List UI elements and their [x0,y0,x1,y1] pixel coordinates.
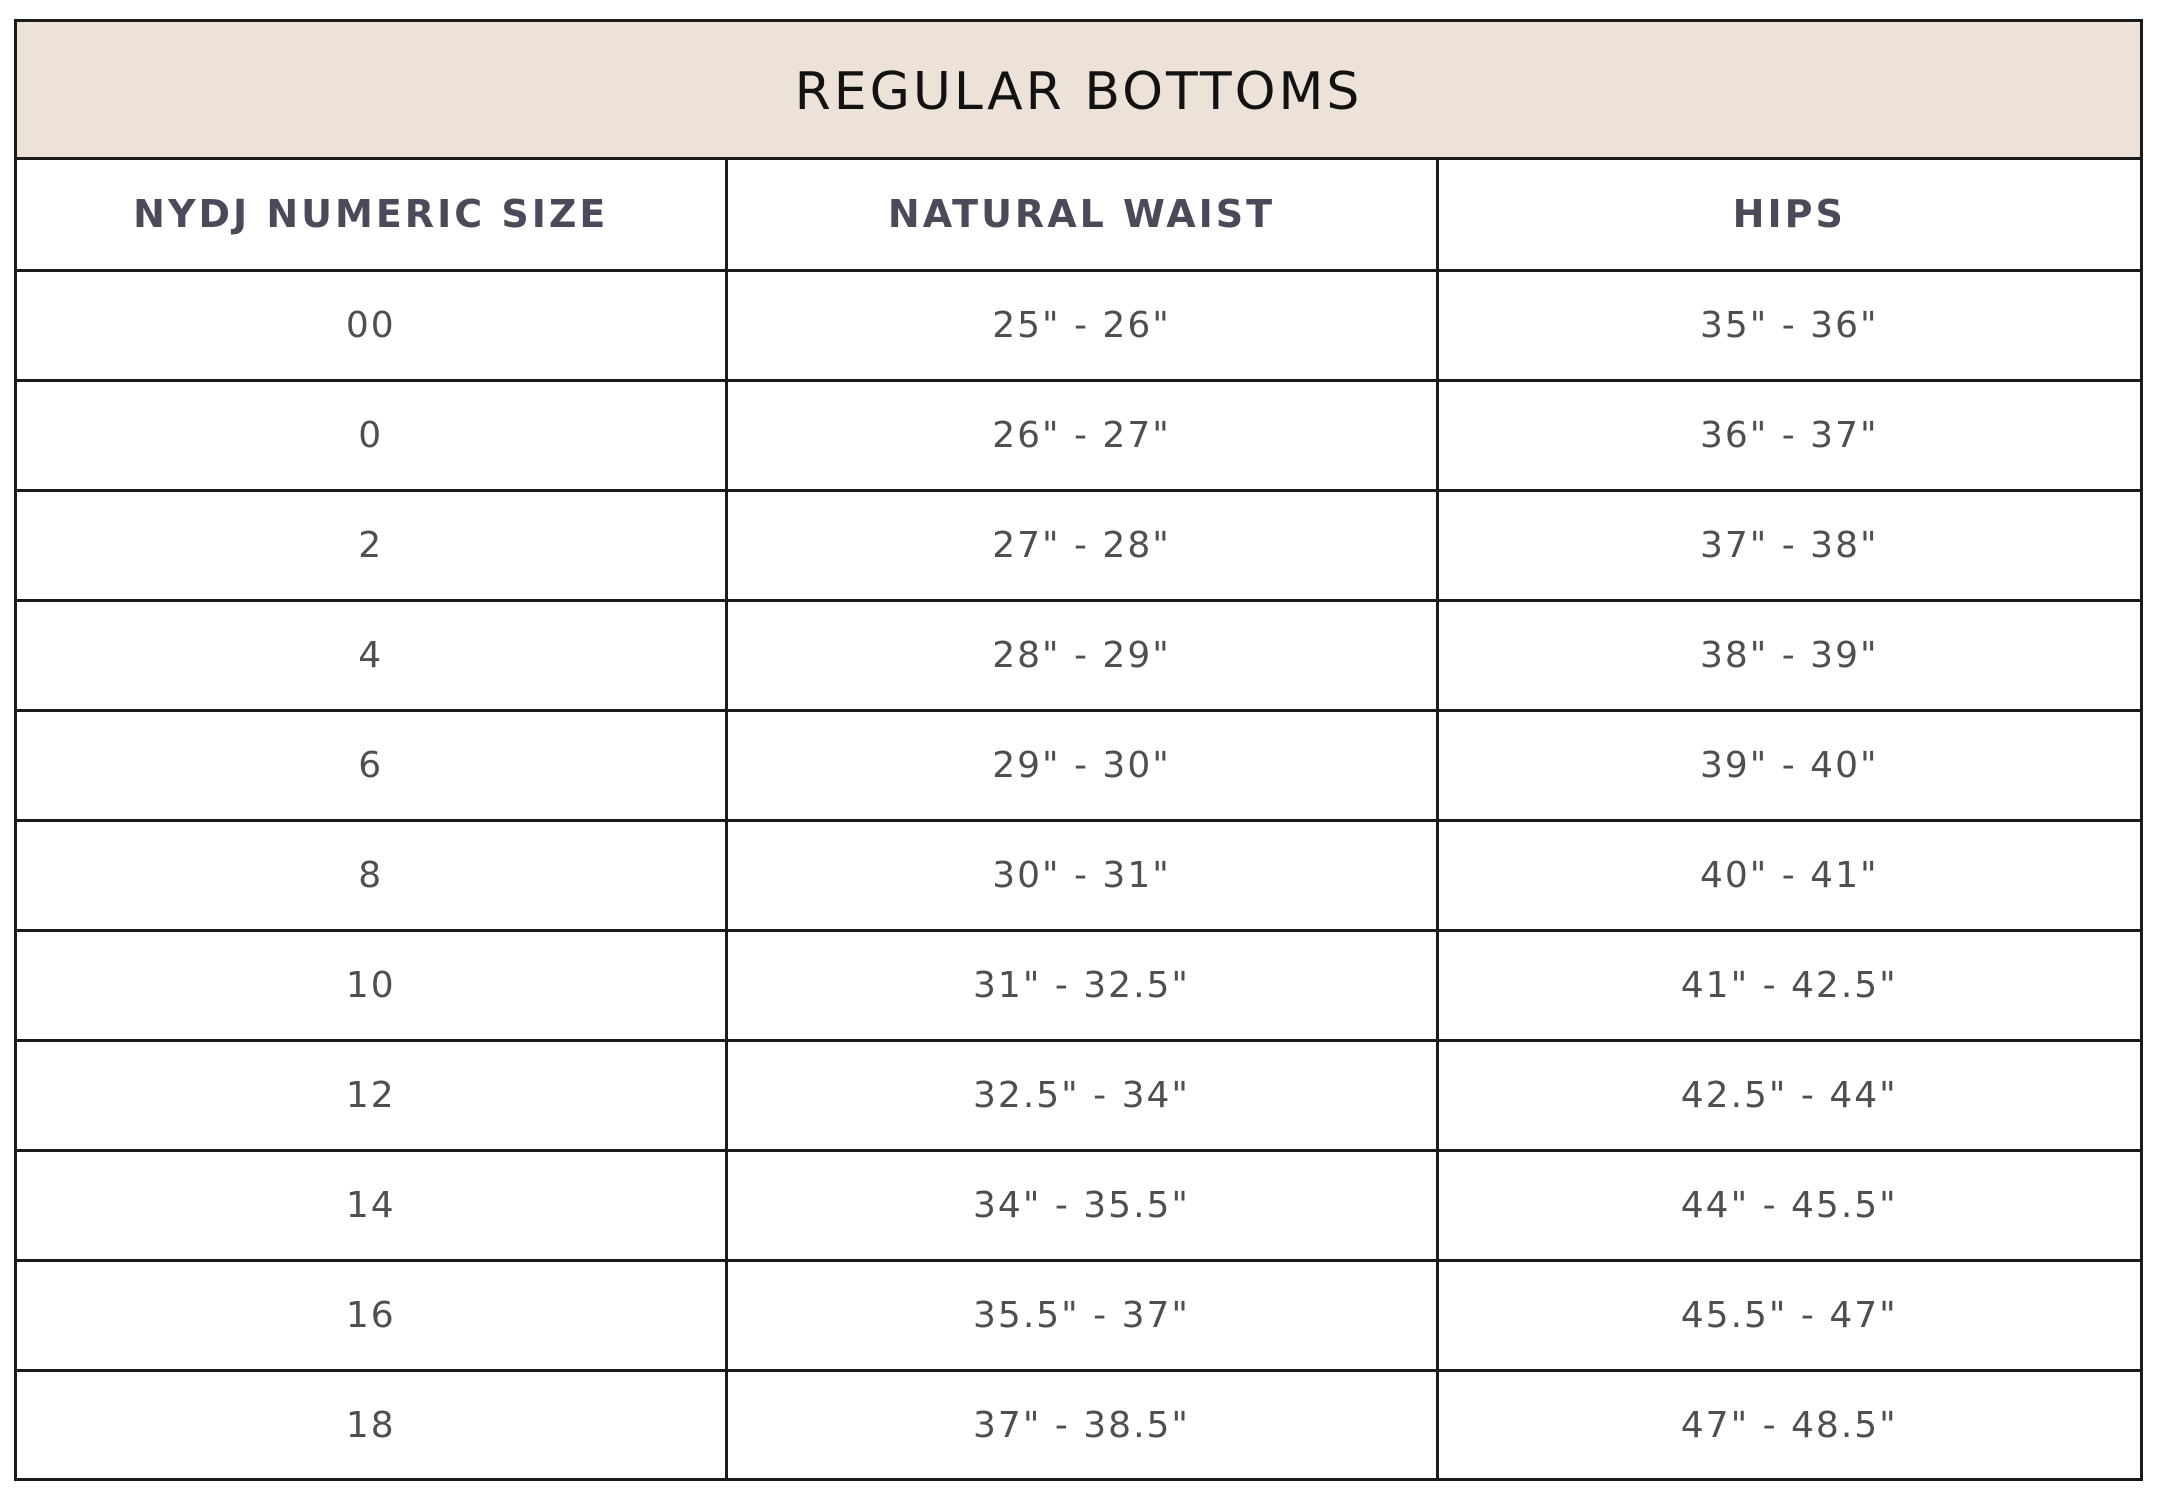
table-row [17,270,2140,380]
hips-cell: 40" - 41" [1437,820,2140,930]
size-cell: 12 [17,1040,726,1150]
hips-cell: 41" - 42.5" [1437,930,2140,1040]
waist-cell: 35.5" - 37" [726,1260,1437,1370]
table-row [17,710,2140,820]
table-row [17,490,2140,600]
waist-cell: 27" - 28" [726,490,1437,600]
size-table-body [17,270,2140,1480]
table-row [17,1150,2140,1260]
waist-cell: 26" - 27" [726,380,1437,490]
hips-cell: 44" - 45.5" [1437,1150,2140,1260]
size-cell: 8 [17,820,726,930]
size-cell: 10 [17,930,726,1040]
hips-cell: 36" - 37" [1437,380,2140,490]
waist-cell: 28" - 29" [726,600,1437,710]
column-header-hips: HIPS [1437,160,2140,270]
table-row [17,600,2140,710]
hips-cell: 47" - 48.5" [1680,1405,1898,1447]
size-cell: 2 [17,490,726,600]
size-cell: 18 [17,1370,726,1480]
waist-cell: 32.5" - 34" [726,1040,1437,1150]
chart-title-bar [17,22,2140,160]
size-cell: 0 [17,380,726,490]
size-cell: 4 [17,600,726,710]
table-row [17,380,2140,490]
waist-cell: 25" - 26" [726,270,1437,380]
hips-cell: 35" - 36" [1437,270,2140,380]
hips-cell: 38" - 39" [1437,600,2140,710]
size-chart [14,19,2143,1481]
hips-cell: 45.5" - 47" [1437,1260,2140,1370]
waist-cell: 31" - 32.5" [726,930,1437,1040]
hips-cell: 39" - 40" [1437,710,2140,820]
table-row [17,1040,2140,1150]
table-row [17,820,2140,930]
size-cell: 00 [17,270,726,380]
size-cell: 16 [17,1260,726,1370]
column-header-size: NYDJ NUMERIC SIZE [17,160,726,270]
size-table [17,160,2140,1480]
size-table-header [17,160,2140,270]
table-row [17,1260,2140,1370]
waist-cell: 37" - 38.5" [726,1370,1437,1480]
hips-cell: 42.5" - 44" [1437,1040,2140,1150]
table-row [17,1370,2140,1480]
chart-title: REGULAR BOTTOMS [794,61,1363,122]
waist-cell: 34" - 35.5" [726,1150,1437,1260]
column-header-natural-waist: NATURAL WAIST [726,160,1437,270]
size-cell: 14 [17,1150,726,1260]
hips-cell: 37" - 38" [1437,490,2140,600]
header-row [17,160,2140,270]
table-row [17,930,2140,1040]
waist-cell: 29" - 30" [726,710,1437,820]
size-cell: 6 [17,710,726,820]
waist-cell: 30" - 31" [726,820,1437,930]
